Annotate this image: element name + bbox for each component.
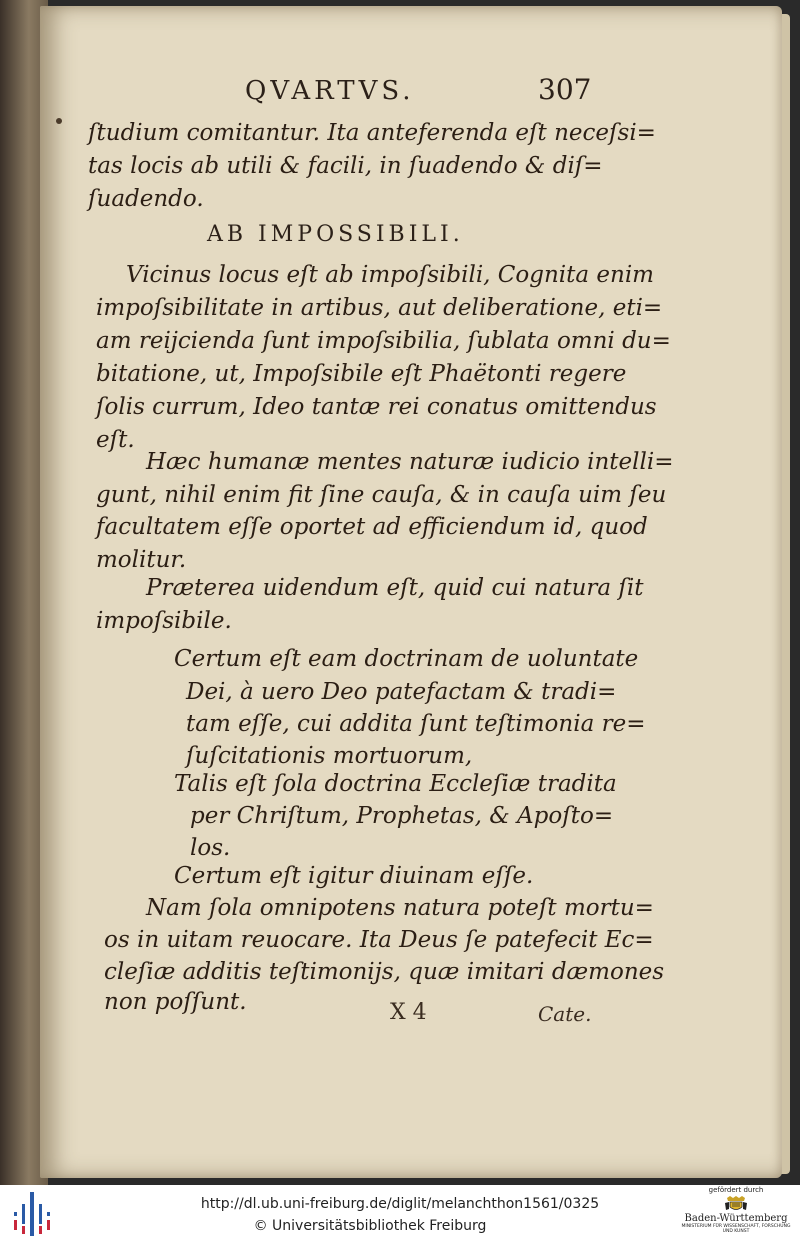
text-line: ſuſcitationis mortuorum,	[186, 743, 473, 769]
copyright-notice: © Universitätsbibliothek Freiburg	[253, 1218, 487, 1234]
text-line: Præterea uidendum eſt, quid cui natura ſit	[146, 575, 644, 601]
text-line: bitatione, ut, Impoſsibile eſt Phaëtonti regere	[96, 361, 627, 387]
text-line: los.	[190, 835, 231, 861]
text-line: ſtudium comitantur. Ita anteferenda eſt neceſsi=	[88, 120, 656, 146]
sponsor-top-label: gefördert durch	[708, 1186, 764, 1194]
text-line: cleſiæ additis teſtimonijs, quæ imitari dæmones	[104, 959, 665, 985]
running-head: QVARTVS.	[245, 76, 415, 106]
text-line: impoſsibilitate in artibus, aut deliberatione, eti=	[96, 295, 663, 321]
sponsor-ministry: MINISTERIUM FÜR WISSENSCHAFT, FORSCHUNG UND KUNST	[681, 1224, 791, 1234]
margin-mark	[56, 118, 62, 124]
text-line: impoſsibile.	[96, 608, 232, 634]
text-line: os in uitam reuocare. Ita Deus ſe patefecit Ec=	[104, 927, 654, 953]
catchword: Cate.	[538, 1002, 592, 1026]
text-line: Talis eſt ſola doctrina Eccleſiæ tradita	[174, 771, 617, 797]
text-line: gunt, nihil enim fit ſine cauſa, & in cauſa uim ſeu	[96, 482, 667, 508]
coat-of-arms-icon	[724, 1195, 748, 1213]
text-line: eſt.	[96, 427, 135, 453]
section-heading: AB IMPOSSIBILI.	[207, 222, 464, 247]
text-line: tas locis ab utili & facili, in ſuadendo & diſ=	[88, 153, 603, 179]
text-line: per Chriſtum, Prophetas, & Apoſto=	[190, 803, 614, 829]
sponsor-name: Baden-Württemberg	[684, 1213, 788, 1224]
text-line: ſolis currum, Ideo tantæ rei conatus omittendus	[96, 394, 657, 420]
text-line: am reijcienda ſunt impoſsibilia, ſublata omni du=	[96, 328, 671, 354]
text-line: Certum eſt eam doctrinam de uoluntate	[174, 646, 639, 672]
permalink-url[interactable]: http://dl.ub.uni-freiburg.de/diglit/melanchthon1561/0325	[200, 1196, 600, 1212]
text-line: Dei, à uero Deo patefactam & tradi=	[186, 679, 617, 705]
text-line: ſuadendo.	[88, 186, 204, 212]
text-line: Vicinus locus eſt ab impoſsibili, Cognita enim	[126, 262, 654, 288]
sponsor-block	[676, 1186, 796, 1240]
text-line: Hæc humanæ mentes naturæ iudicio intelli=	[146, 449, 674, 475]
text-line: tam eſſe, cui addita ſunt teſtimonia re=	[186, 711, 646, 737]
signature-mark: X 4	[390, 1000, 427, 1025]
text-line: Certum eſt igitur diuinam eſſe.	[174, 863, 534, 889]
text-line: non poſſunt.	[104, 989, 247, 1015]
text-line: Nam ſola omnipotens natura poteſt mortu=	[146, 895, 654, 921]
page-number: 307	[538, 73, 592, 106]
text-line: facultatem eſſe oportet ad efficiendum id, quod	[96, 514, 648, 540]
text-line: molitur.	[96, 547, 187, 573]
